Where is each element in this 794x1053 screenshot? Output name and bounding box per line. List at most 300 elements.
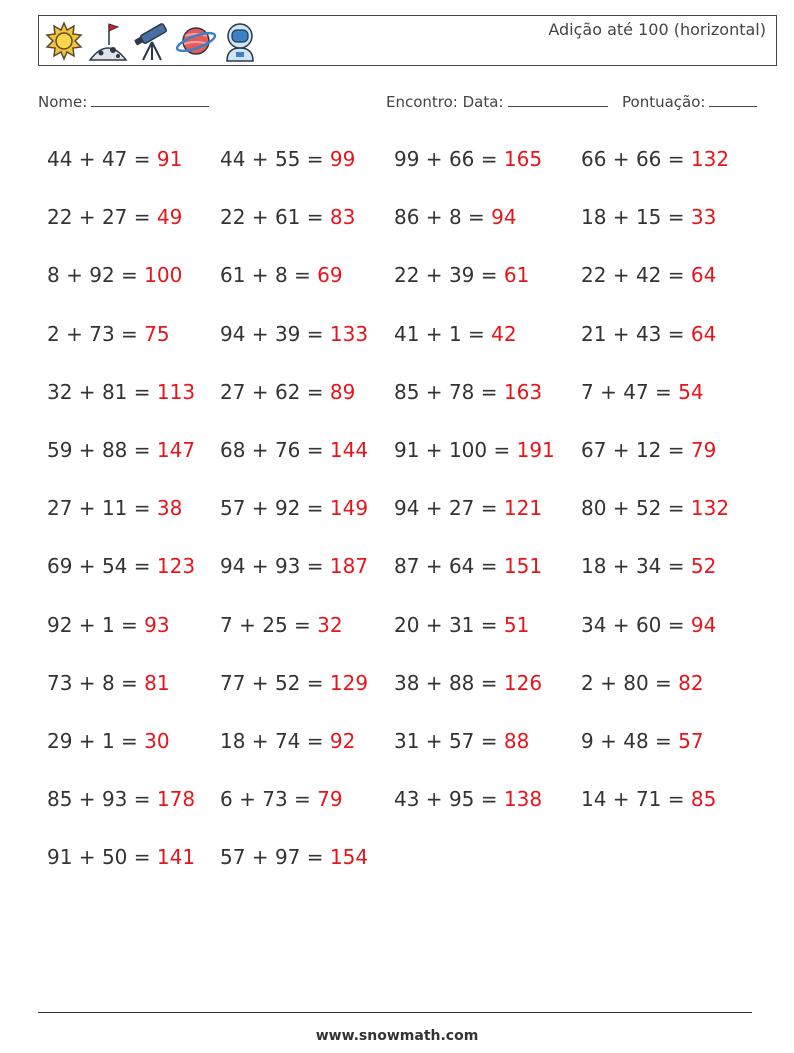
- addend-b: 12: [635, 438, 662, 462]
- plus-sign: +: [59, 263, 90, 288]
- addend-a: 31: [394, 729, 420, 753]
- equals-sign: =: [300, 147, 330, 171]
- addition-problem: [581, 322, 716, 346]
- addend-b: 73: [89, 321, 115, 346]
- addend-b: 100: [448, 438, 488, 462]
- addition-problem: [220, 438, 368, 462]
- equals-sign: =: [127, 554, 157, 579]
- equals-sign: =: [474, 263, 504, 288]
- addend-a: 66: [581, 147, 607, 171]
- addition-problem: [581, 787, 716, 811]
- addition-problem: [581, 147, 729, 171]
- addend-b: 92: [89, 263, 115, 288]
- answer: 113: [156, 379, 196, 404]
- equals-sign: =: [474, 147, 504, 171]
- equals-sign: =: [648, 729, 679, 753]
- equals-sign: =: [300, 496, 330, 521]
- answer: 38: [156, 496, 183, 521]
- addition-problem: [581, 729, 704, 753]
- equals-sign: =: [661, 147, 691, 171]
- equals-sign: =: [127, 438, 157, 462]
- addition-problem: [47, 380, 195, 404]
- addition-problem: [220, 787, 343, 811]
- plus-sign: +: [245, 729, 275, 753]
- addend-b: 34: [635, 554, 662, 579]
- equals-sign: =: [661, 554, 691, 579]
- addend-b: 8: [274, 263, 288, 288]
- worksheet-header: [38, 15, 777, 66]
- plus-sign: +: [72, 612, 102, 637]
- addend-a: 7: [220, 612, 233, 637]
- equals-sign: =: [114, 321, 145, 346]
- answer: 81: [144, 670, 170, 695]
- addend-b: 43: [635, 321, 662, 346]
- sun-icon: [43, 20, 85, 62]
- addition-problem: [220, 554, 368, 578]
- addend-a: 21: [581, 321, 607, 346]
- answer: 32: [317, 612, 343, 637]
- addition-problem: [47, 147, 182, 171]
- addend-a: 99: [394, 147, 420, 171]
- addition-problem: [220, 322, 368, 346]
- addition-problem: [581, 380, 704, 404]
- plus-sign: +: [606, 438, 636, 462]
- equals-sign: =: [474, 670, 504, 695]
- answer: 64: [690, 263, 717, 288]
- answer: 30: [144, 729, 170, 753]
- addition-problem: [220, 205, 355, 229]
- equals-sign: =: [127, 379, 157, 404]
- plus-sign: +: [606, 554, 636, 579]
- addition-problem: [220, 671, 368, 695]
- equals-sign: =: [661, 496, 691, 521]
- equals-sign: =: [661, 612, 691, 637]
- plus-sign: +: [593, 729, 624, 753]
- name-blank-line: [91, 92, 209, 107]
- answer: 163: [503, 379, 543, 404]
- equals-sign: =: [474, 729, 504, 753]
- addend-a: 22: [47, 205, 73, 230]
- addend-b: 66: [448, 147, 475, 171]
- answer: 149: [329, 496, 369, 521]
- addition-problem: [220, 147, 355, 171]
- footer-divider: [38, 1012, 752, 1013]
- plus-sign: +: [419, 205, 449, 230]
- plus-sign: +: [419, 321, 449, 346]
- addition-problem: [47, 205, 182, 229]
- plus-sign: +: [245, 438, 275, 462]
- equals-sign: =: [661, 321, 691, 346]
- addend-b: 47: [101, 147, 128, 171]
- addition-problem: [394, 438, 555, 462]
- plus-sign: +: [419, 554, 449, 579]
- addition-problem: [581, 671, 704, 695]
- equals-sign: =: [287, 787, 318, 812]
- equals-sign: =: [661, 263, 691, 288]
- astronaut-icon: [219, 20, 261, 62]
- equals-sign: =: [661, 438, 691, 462]
- addend-a: 18: [581, 554, 607, 579]
- answer: 82: [678, 670, 704, 695]
- addend-b: 62: [274, 379, 301, 404]
- plus-sign: +: [72, 670, 102, 695]
- addition-problem: [581, 205, 716, 229]
- addend-a: 91: [394, 438, 420, 462]
- addend-a: 44: [220, 147, 246, 171]
- name-field: [38, 92, 209, 111]
- addend-b: 15: [635, 205, 662, 230]
- addend-b: 48: [623, 729, 649, 753]
- addition-problem: [47, 438, 195, 462]
- answer: 129: [329, 670, 369, 695]
- equals-sign: =: [648, 379, 679, 404]
- plus-sign: +: [419, 379, 449, 404]
- plus-sign: +: [419, 787, 449, 812]
- addition-problem: [394, 322, 517, 346]
- answer: 49: [156, 205, 183, 230]
- answer: 99: [329, 147, 356, 171]
- addend-b: 55: [274, 147, 301, 171]
- addend-a: 86: [394, 205, 420, 230]
- planet-icon: [175, 20, 217, 62]
- addition-problem: [47, 671, 170, 695]
- answer: 57: [678, 729, 704, 753]
- addition-problem: [581, 613, 716, 637]
- answer: 138: [503, 787, 543, 812]
- addition-problem: [220, 845, 368, 869]
- addend-b: 47: [623, 379, 649, 404]
- plus-sign: +: [593, 379, 624, 404]
- equals-sign: =: [300, 554, 330, 579]
- plus-sign: +: [419, 147, 449, 171]
- addend-b: 66: [635, 147, 662, 171]
- equals-sign: =: [300, 321, 330, 346]
- addend-b: 78: [448, 379, 475, 404]
- plus-sign: +: [419, 496, 449, 521]
- addend-a: 20: [394, 612, 420, 637]
- answer: 61: [503, 263, 530, 288]
- equals-sign: =: [474, 787, 504, 812]
- answer: 126: [503, 670, 543, 695]
- answer: 33: [690, 205, 717, 230]
- answer: 79: [690, 438, 717, 462]
- addend-a: 27: [220, 379, 246, 404]
- addend-b: 1: [101, 612, 115, 637]
- addend-a: 2: [47, 321, 60, 346]
- plus-sign: +: [606, 205, 636, 230]
- score-field: [622, 92, 757, 111]
- addition-problem: [47, 263, 182, 287]
- addend-a: 91: [47, 845, 73, 870]
- addend-b: 31: [448, 612, 475, 637]
- plus-sign: +: [245, 845, 275, 870]
- footer-url: www.snowmath.com: [315, 1028, 479, 1044]
- answer: 92: [329, 729, 356, 753]
- addition-problem: [394, 496, 542, 520]
- addition-problem: [47, 729, 170, 753]
- addend-a: 85: [47, 787, 73, 812]
- answer: 191: [516, 438, 555, 462]
- addition-problem: [394, 671, 542, 695]
- addend-b: 64: [448, 554, 475, 579]
- equals-sign: =: [114, 729, 145, 753]
- score-label: Pontuação:: [622, 93, 706, 111]
- addend-b: 11: [101, 496, 128, 521]
- answer: 151: [503, 554, 543, 579]
- addition-problem: [394, 613, 529, 637]
- plus-sign: +: [72, 729, 102, 753]
- addend-a: 7: [581, 379, 594, 404]
- answer: 93: [144, 612, 170, 637]
- plus-sign: +: [419, 263, 449, 288]
- addend-a: 34: [581, 612, 607, 637]
- addend-b: 73: [262, 787, 288, 812]
- equals-sign: =: [474, 612, 504, 637]
- plus-sign: +: [72, 845, 102, 870]
- plus-sign: +: [245, 670, 275, 695]
- addend-a: 2: [581, 670, 594, 695]
- equals-sign: =: [287, 612, 318, 637]
- addition-problem: [581, 263, 716, 287]
- addend-a: 22: [394, 263, 420, 288]
- addend-b: 39: [448, 263, 475, 288]
- addend-b: 76: [274, 438, 301, 462]
- meeting-date-label: Encontro: Data:: [386, 93, 504, 111]
- equals-sign: =: [114, 670, 145, 695]
- equals-sign: =: [127, 205, 157, 230]
- addend-b: 81: [101, 379, 128, 404]
- answer: 94: [690, 612, 717, 637]
- equals-sign: =: [300, 379, 330, 404]
- answer: 89: [329, 379, 356, 404]
- addend-a: 6: [220, 787, 233, 812]
- plus-sign: +: [419, 612, 449, 637]
- addend-a: 29: [47, 729, 73, 753]
- addend-a: 57: [220, 845, 246, 870]
- addend-b: 8: [448, 205, 462, 230]
- equals-sign: =: [648, 670, 679, 695]
- addend-b: 50: [101, 845, 128, 870]
- equals-sign: =: [300, 205, 330, 230]
- answer: 133: [329, 321, 369, 346]
- answer: 83: [329, 205, 356, 230]
- addend-a: 57: [220, 496, 246, 521]
- addition-problem: [581, 496, 729, 520]
- plus-sign: +: [72, 496, 102, 521]
- addend-a: 32: [47, 379, 73, 404]
- addend-b: 97: [274, 845, 301, 870]
- plus-sign: +: [245, 321, 275, 346]
- equals-sign: =: [114, 263, 145, 288]
- addend-a: 22: [581, 263, 607, 288]
- addition-problem: [47, 787, 195, 811]
- addend-a: 80: [581, 496, 607, 521]
- addend-a: 67: [581, 438, 607, 462]
- equals-sign: =: [300, 438, 330, 462]
- addend-b: 27: [448, 496, 475, 521]
- addend-a: 73: [47, 670, 73, 695]
- addition-problem: [581, 554, 716, 578]
- addend-b: 39: [274, 321, 301, 346]
- addend-b: 42: [635, 263, 662, 288]
- equals-sign: =: [487, 438, 517, 462]
- plus-sign: +: [606, 612, 636, 637]
- answer: 51: [503, 612, 530, 637]
- answer: 123: [156, 554, 196, 579]
- date-blank-line: [508, 92, 608, 107]
- addend-b: 8: [101, 670, 115, 695]
- addition-problem: [581, 438, 716, 462]
- plus-sign: +: [245, 205, 275, 230]
- addend-b: 25: [262, 612, 288, 637]
- addend-b: 92: [274, 496, 301, 521]
- addition-problem: [47, 554, 195, 578]
- addition-problem: [394, 729, 529, 753]
- equals-sign: =: [461, 205, 492, 230]
- answer: 79: [317, 787, 343, 812]
- plus-sign: +: [72, 438, 102, 462]
- addition-problem: [220, 729, 355, 753]
- answer: 52: [690, 554, 717, 579]
- answer: 141: [156, 845, 196, 870]
- addend-b: 93: [274, 554, 301, 579]
- moon-flag-icon: [87, 20, 129, 62]
- equals-sign: =: [127, 787, 157, 812]
- addend-a: 94: [220, 321, 246, 346]
- equals-sign: =: [127, 147, 157, 171]
- answer: 144: [329, 438, 369, 462]
- equals-sign: =: [474, 554, 504, 579]
- plus-sign: +: [232, 787, 263, 812]
- addend-a: 43: [394, 787, 420, 812]
- plus-sign: +: [245, 263, 275, 288]
- plus-sign: +: [72, 554, 102, 579]
- addend-b: 88: [101, 438, 128, 462]
- addend-a: 68: [220, 438, 246, 462]
- addend-b: 61: [274, 205, 301, 230]
- addition-problem: [394, 147, 542, 171]
- answer: 100: [144, 263, 183, 288]
- plus-sign: +: [232, 612, 263, 637]
- answer: 64: [690, 321, 717, 346]
- addition-problem: [220, 613, 343, 637]
- addend-b: 80: [623, 670, 649, 695]
- worksheet-title: Adição até 100 (horizontal): [548, 20, 766, 39]
- answer: 147: [156, 438, 196, 462]
- equals-sign: =: [287, 263, 318, 288]
- addend-a: 22: [220, 205, 246, 230]
- addend-b: 52: [274, 670, 301, 695]
- addend-b: 27: [101, 205, 128, 230]
- plus-sign: +: [245, 496, 275, 521]
- plus-sign: +: [419, 438, 449, 462]
- equals-sign: =: [474, 496, 504, 521]
- equals-sign: =: [300, 845, 330, 870]
- plus-sign: +: [245, 147, 275, 171]
- addition-problem: [47, 613, 170, 637]
- plus-sign: +: [72, 205, 102, 230]
- addend-b: 74: [274, 729, 301, 753]
- plus-sign: +: [606, 787, 636, 812]
- answer: 165: [503, 147, 543, 171]
- addend-a: 18: [581, 205, 607, 230]
- plus-sign: +: [72, 787, 102, 812]
- addend-b: 57: [448, 729, 475, 753]
- equals-sign: =: [661, 787, 691, 812]
- addend-b: 52: [635, 496, 662, 521]
- answer: 132: [690, 496, 730, 521]
- equals-sign: =: [127, 496, 157, 521]
- addend-b: 93: [101, 787, 128, 812]
- answer: 88: [503, 729, 530, 753]
- plus-sign: +: [245, 554, 275, 579]
- plus-sign: +: [419, 729, 449, 753]
- answer: 187: [329, 554, 369, 579]
- plus-sign: +: [245, 379, 275, 404]
- plus-sign: +: [606, 496, 636, 521]
- answer: 85: [690, 787, 717, 812]
- addition-problem: [47, 496, 182, 520]
- score-blank-line: [709, 92, 757, 107]
- header-icons: [43, 20, 261, 62]
- equals-sign: =: [461, 321, 492, 346]
- equals-sign: =: [127, 845, 157, 870]
- addend-b: 60: [635, 612, 662, 637]
- answer: 42: [491, 321, 517, 346]
- plus-sign: +: [72, 379, 102, 404]
- addend-a: 69: [47, 554, 73, 579]
- meeting-date-field: [386, 92, 608, 111]
- addend-a: 77: [220, 670, 246, 695]
- equals-sign: =: [114, 612, 145, 637]
- equals-sign: =: [661, 205, 691, 230]
- addend-b: 1: [101, 729, 115, 753]
- addition-problem: [47, 845, 195, 869]
- addend-b: 1: [448, 321, 462, 346]
- addend-a: 59: [47, 438, 73, 462]
- addition-problem: [220, 380, 355, 404]
- addend-a: 9: [581, 729, 594, 753]
- plus-sign: +: [606, 263, 636, 288]
- answer: 75: [144, 321, 170, 346]
- plus-sign: +: [59, 321, 90, 346]
- addition-problem: [394, 263, 529, 287]
- addition-problem: [220, 263, 343, 287]
- addend-a: 94: [220, 554, 246, 579]
- addend-a: 8: [47, 263, 60, 288]
- addition-problem: [394, 554, 542, 578]
- addend-a: 27: [47, 496, 73, 521]
- telescope-icon: [131, 20, 173, 62]
- addition-problem: [394, 380, 542, 404]
- addend-a: 14: [581, 787, 607, 812]
- plus-sign: +: [606, 321, 636, 346]
- addition-problem: [47, 322, 170, 346]
- answer: 94: [491, 205, 517, 230]
- answer: 154: [329, 845, 369, 870]
- addend-a: 44: [47, 147, 73, 171]
- answer: 69: [317, 263, 343, 288]
- answer: 91: [156, 147, 183, 171]
- addend-b: 88: [448, 670, 475, 695]
- equals-sign: =: [300, 670, 330, 695]
- equals-sign: =: [474, 379, 504, 404]
- name-label: Nome:: [38, 93, 88, 111]
- addition-problem: [394, 205, 517, 229]
- plus-sign: +: [593, 670, 624, 695]
- equals-sign: =: [300, 729, 330, 753]
- addition-problem: [220, 496, 368, 520]
